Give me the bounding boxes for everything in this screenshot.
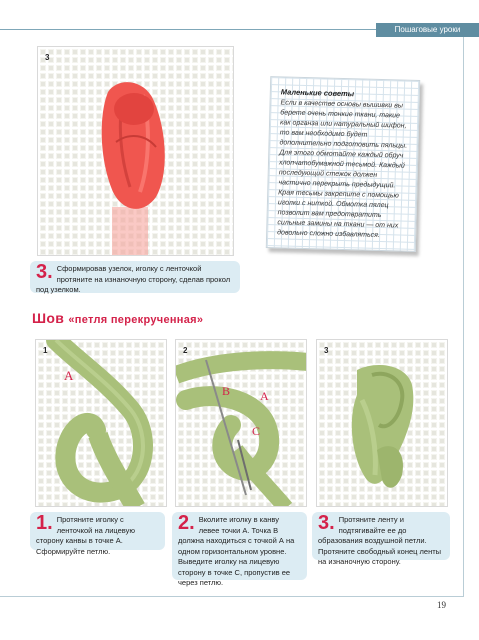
point-label-c: C xyxy=(252,424,261,438)
photo-number: 3 xyxy=(324,346,329,355)
photo-step-1 xyxy=(35,339,167,507)
caption-step-3 xyxy=(312,512,450,566)
caption-text: Сформировав узелок, иголку с ленточкой протяните на изнаночную сторону, сделав прокол под узелком. xyxy=(36,264,231,294)
photo-number: 2 xyxy=(183,346,188,355)
header-rule xyxy=(0,29,376,30)
canvas-mesh-red xyxy=(38,47,234,256)
tips-title: Маленькие советы xyxy=(280,87,355,99)
point-label-a: A xyxy=(260,389,269,403)
canvas-mesh-step-1 xyxy=(36,340,167,507)
section-title-rest: «петля перекрученная» xyxy=(68,314,204,326)
side-rule xyxy=(463,37,464,597)
caption-number: 3. xyxy=(318,512,335,534)
tips-text: Если в качестве основы вышивки вы берете очень тонкие ткани, такие как органза или натуральный шифон, то вам необходимо будет дополнительно подготовить пяльцы. Для этого обмотайте каждый обруч хлопчатобумажной тесьмой. Каждый последующий стежок должен частично перекрыть предыдущий. Края тесьмы закрепите с помощью иголки с ниткой. Обмотка пялец позволит вам предотвратить сильные замины на ткани — от них довольно сложно избавляться. xyxy=(277,99,408,239)
caption-top-step xyxy=(30,261,240,293)
page-number: 19 xyxy=(437,600,446,610)
tips-card xyxy=(266,76,420,252)
photo-number: 3 xyxy=(45,53,50,62)
photo-step-2 xyxy=(175,339,307,507)
page-header xyxy=(0,23,479,37)
section-tab: Пошаговые уроки xyxy=(376,23,479,37)
canvas-mesh-step-3 xyxy=(317,340,448,507)
footer-rule xyxy=(0,596,463,597)
photo-number: 1 xyxy=(43,346,48,355)
section-title-first: Шов xyxy=(32,310,69,326)
caption-step-1 xyxy=(30,512,165,556)
caption-text: Вколите иголку в канву левее точки А. Точка В должна находиться с точкой А на одном горизонтальном уровне. Выведите иголку на лицевую сторону в точке С, пропустив ее через петлю. xyxy=(178,515,295,587)
caption-number: 3. xyxy=(36,261,53,283)
caption-number: 2. xyxy=(178,512,195,534)
canvas-mesh-step-2 xyxy=(176,340,307,507)
point-label-a: A xyxy=(64,368,74,383)
caption-text: Протяните иголку с ленточкой на лицевую сторону канвы в точке А. Сформируйте петлю. xyxy=(36,515,135,556)
caption-number: 1. xyxy=(36,512,53,534)
photo-red-knot xyxy=(37,46,234,256)
caption-step-2 xyxy=(172,512,307,587)
section-title xyxy=(32,310,203,326)
photo-step-3 xyxy=(316,339,448,507)
caption-text: Протяните ленту и подтягивайте ее до образования воздушной петли. Протяните свободный конец ленты на изнаночную сторону. xyxy=(318,515,442,566)
point-label-b: B xyxy=(222,384,231,398)
